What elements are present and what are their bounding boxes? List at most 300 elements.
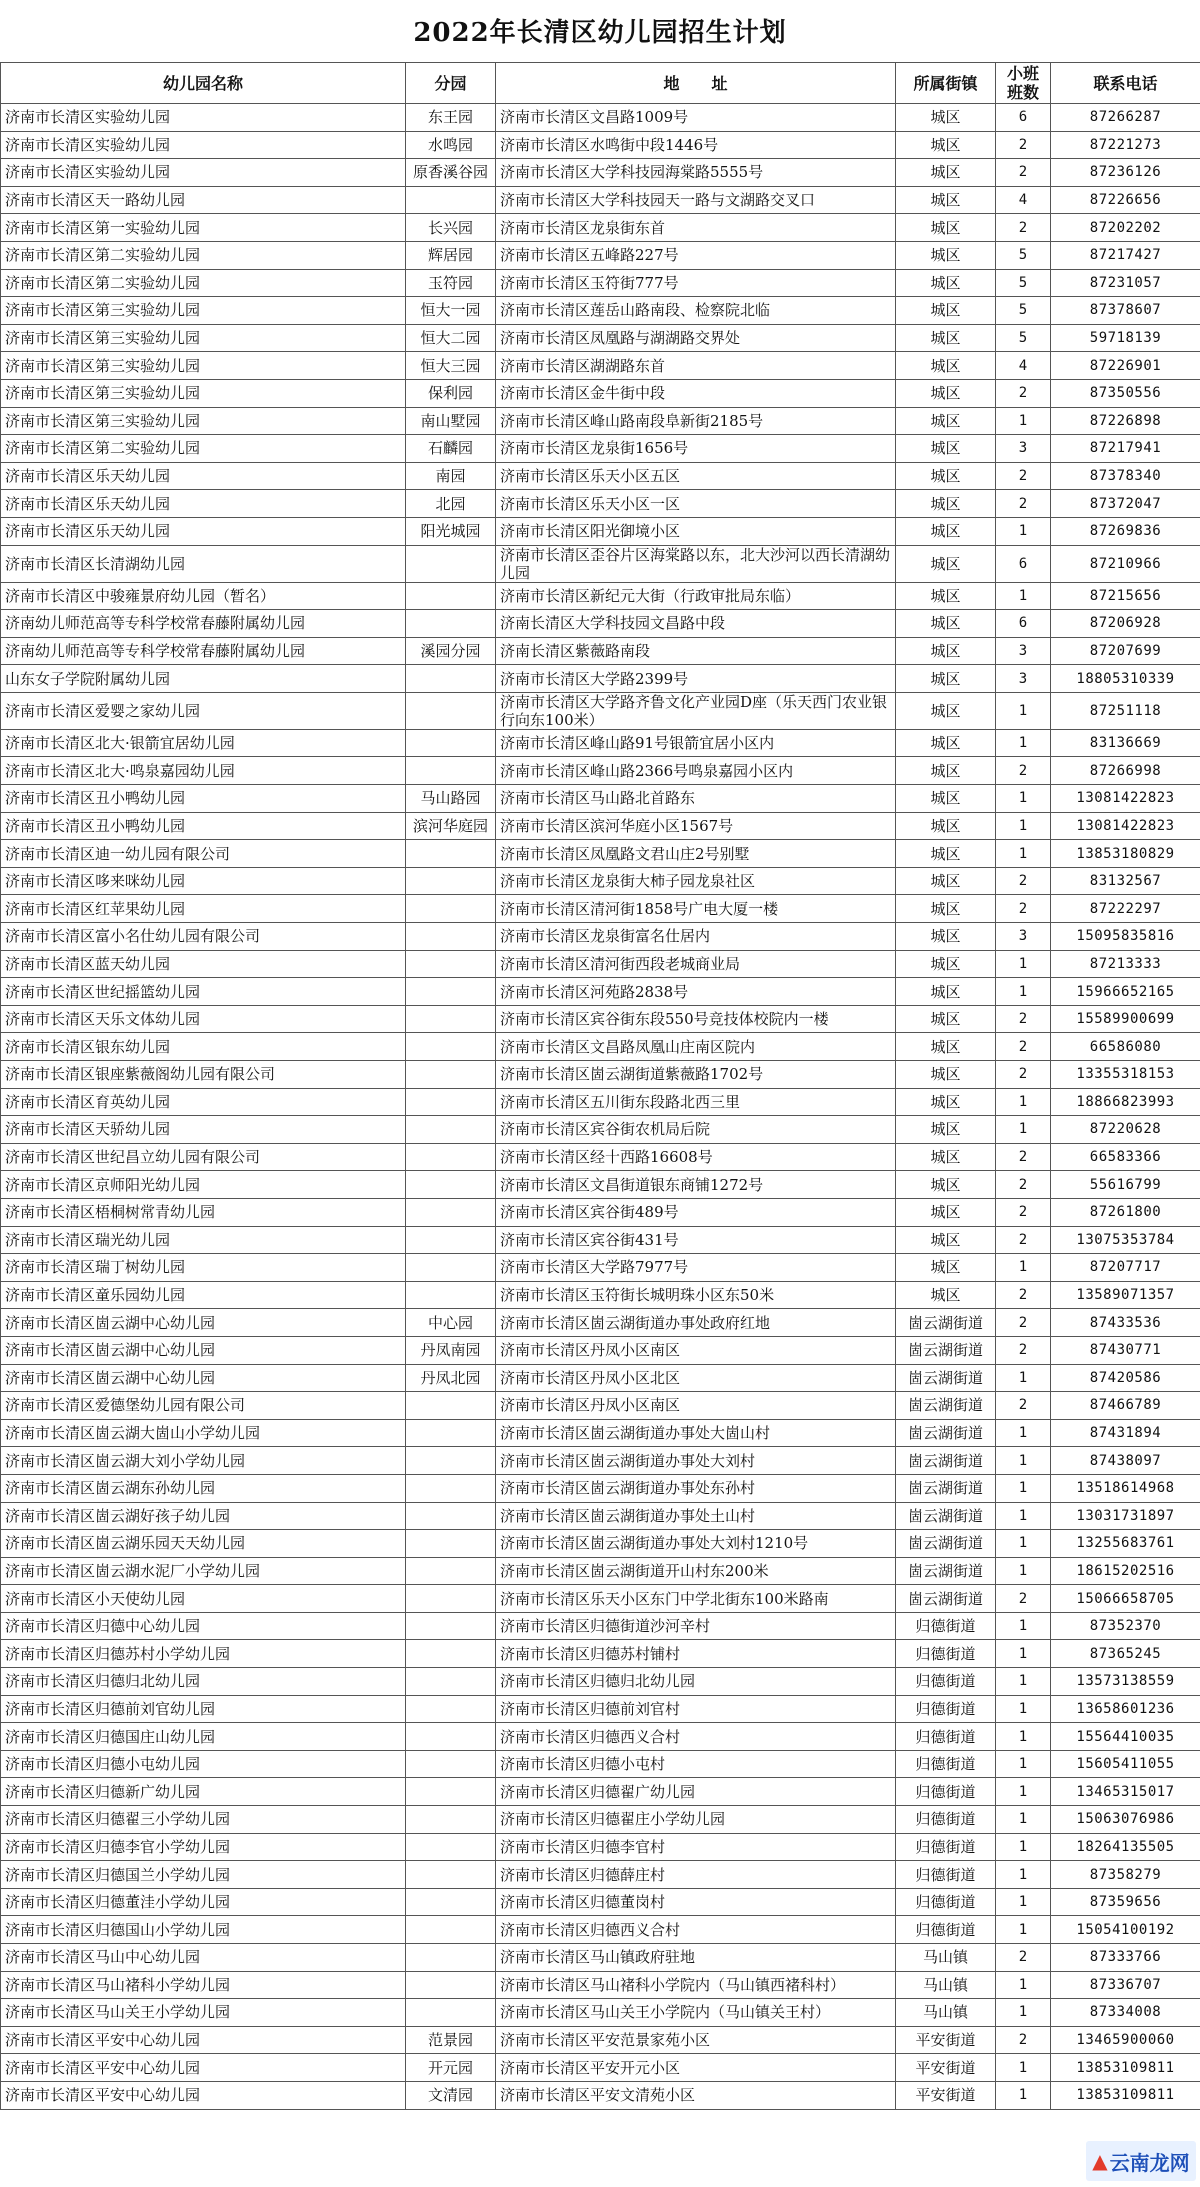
class-count-cell: 2 <box>996 1198 1051 1226</box>
phone-cell: 87213333 <box>1051 950 1200 978</box>
district-cell: 城区 <box>896 1033 996 1061</box>
branch-cell: 原香溪谷园 <box>406 159 496 187</box>
table-row <box>1 1612 1200 1640</box>
phone-cell: 15066658705 <box>1051 1585 1200 1613</box>
district-cell: 城区 <box>896 462 996 490</box>
phone-cell: 87365245 <box>1051 1640 1200 1668</box>
address-cell: 济南市长清区大学路2399号 <box>496 665 896 693</box>
table-row <box>1 867 1200 895</box>
kg-name-cell: 济南市长清区丑小鸭幼儿园 <box>1 812 406 840</box>
address-cell: 济南市长清区崮云湖街道办事处东孙村 <box>496 1474 896 1502</box>
class-count-cell: 1 <box>996 1530 1051 1558</box>
class-count-cell: 2 <box>996 867 1051 895</box>
address-cell: 济南市长清区文昌路凤凰山庄南区院内 <box>496 1033 896 1061</box>
kg-name-cell: 济南市长清区乐天幼儿园 <box>1 490 406 518</box>
class-count-cell: 1 <box>996 729 1051 757</box>
branch-cell: 恒大二园 <box>406 324 496 352</box>
branch-cell: 恒大一园 <box>406 297 496 325</box>
branch-cell <box>406 729 496 757</box>
address-cell: 济南市长清区崮云湖街道办事处大崮山村 <box>496 1419 896 1447</box>
table-row <box>1 692 1200 729</box>
district-cell: 城区 <box>896 407 996 435</box>
district-cell: 城区 <box>896 610 996 638</box>
district-cell: 归德街道 <box>896 1916 996 1944</box>
branch-cell: 范景园 <box>406 2026 496 2054</box>
phone-cell: 15054100192 <box>1051 1916 1200 1944</box>
table-row <box>1 435 1200 463</box>
phone-cell: 15966652165 <box>1051 978 1200 1006</box>
address-cell: 济南市长清区丹凤小区南区 <box>496 1392 896 1420</box>
branch-cell <box>406 665 496 693</box>
phone-cell: 87431894 <box>1051 1419 1200 1447</box>
address-cell: 济南市长清区五峰路227号 <box>496 241 896 269</box>
address-cell: 济南市长清区龙泉街1656号 <box>496 435 896 463</box>
branch-cell: 长兴园 <box>406 214 496 242</box>
table-row <box>1 1447 1200 1475</box>
address-cell: 济南市长清区文昌街道银东商铺1272号 <box>496 1171 896 1199</box>
branch-cell <box>406 1612 496 1640</box>
class-count-cell: 1 <box>996 1502 1051 1530</box>
address-cell: 济南长清区大学科技园文昌路中段 <box>496 610 896 638</box>
phone-cell: 87358279 <box>1051 1861 1200 1889</box>
table-row <box>1 729 1200 757</box>
phone-cell: 87372047 <box>1051 490 1200 518</box>
address-cell: 济南市长清区崮云湖街道办事处政府红地 <box>496 1309 896 1337</box>
address-cell: 济南市长清区崮云湖街道办事处土山村 <box>496 1502 896 1530</box>
district-cell: 城区 <box>896 269 996 297</box>
district-cell: 崮云湖街道 <box>896 1502 996 1530</box>
address-cell: 济南市长清区歪谷片区海棠路以东，北大沙河以西长清湖幼儿园 <box>496 545 896 582</box>
district-cell: 城区 <box>896 840 996 868</box>
phone-cell: 15564410035 <box>1051 1723 1200 1751</box>
phone-cell: 87333766 <box>1051 1944 1200 1972</box>
branch-cell <box>406 1778 496 1806</box>
kg-name-cell: 济南市长清区丑小鸭幼儿园 <box>1 785 406 813</box>
class-count-cell: 3 <box>996 923 1051 951</box>
table-row <box>1 665 1200 693</box>
class-count-cell: 3 <box>996 435 1051 463</box>
district-cell: 平安街道 <box>896 2081 996 2109</box>
phone-cell: 87352370 <box>1051 1612 1200 1640</box>
phone-cell: 83132567 <box>1051 867 1200 895</box>
district-cell: 城区 <box>896 352 996 380</box>
phone-cell: 87378607 <box>1051 297 1200 325</box>
kg-name-cell: 济南市长清区马山关王小学幼儿园 <box>1 1999 406 2027</box>
kg-name-cell: 济南市长清区天一路幼儿园 <box>1 186 406 214</box>
table-row <box>1 950 1200 978</box>
district-cell: 崮云湖街道 <box>896 1309 996 1337</box>
address-cell: 济南市长清区峰山路2366号鸣泉嘉园小区内 <box>496 757 896 785</box>
branch-cell: 阳光城园 <box>406 517 496 545</box>
district-cell: 城区 <box>896 435 996 463</box>
branch-cell <box>406 1557 496 1585</box>
header-phone: 联系电话 <box>1051 63 1200 104</box>
phone-cell: 87220628 <box>1051 1116 1200 1144</box>
branch-cell <box>406 1502 496 1530</box>
district-cell: 城区 <box>896 297 996 325</box>
kg-name-cell: 济南市长清区瑞丁树幼儿园 <box>1 1254 406 1282</box>
table-row <box>1 1861 1200 1889</box>
address-cell: 济南市长清区龙泉街大柿子园龙泉社区 <box>496 867 896 895</box>
district-cell: 城区 <box>896 490 996 518</box>
address-cell: 济南市长清区大学路7977号 <box>496 1254 896 1282</box>
address-cell: 济南市长清区峰山路南段阜新街2185号 <box>496 407 896 435</box>
table-row <box>1 1971 1200 1999</box>
kg-name-cell: 济南市长清区归德小屯幼儿园 <box>1 1750 406 1778</box>
kg-name-cell: 济南市长清区富小名仕幼儿园有限公司 <box>1 923 406 951</box>
phone-cell: 87466789 <box>1051 1392 1200 1420</box>
class-count-cell: 1 <box>996 1695 1051 1723</box>
phone-cell: 18264135505 <box>1051 1833 1200 1861</box>
branch-cell <box>406 923 496 951</box>
branch-cell <box>406 1861 496 1889</box>
kg-name-cell: 济南市长清区归德新广幼儿园 <box>1 1778 406 1806</box>
phone-cell: 87222297 <box>1051 895 1200 923</box>
branch-cell <box>406 1198 496 1226</box>
branch-cell <box>406 610 496 638</box>
district-cell: 崮云湖街道 <box>896 1585 996 1613</box>
branch-cell <box>406 1944 496 1972</box>
table-row <box>1 1088 1200 1116</box>
kg-name-cell: 济南市长清区第二实验幼儿园 <box>1 241 406 269</box>
class-count-cell: 2 <box>996 1281 1051 1309</box>
table-row <box>1 1695 1200 1723</box>
phone-cell: 15605411055 <box>1051 1750 1200 1778</box>
kg-name-cell: 济南市长清区银座紫薇阁幼儿园有限公司 <box>1 1061 406 1089</box>
district-cell: 崮云湖街道 <box>896 1364 996 1392</box>
address-cell: 济南市长清区宾谷街农机局后院 <box>496 1116 896 1144</box>
kg-name-cell: 济南市长清区第二实验幼儿园 <box>1 435 406 463</box>
table-row <box>1 1198 1200 1226</box>
district-cell: 马山镇 <box>896 1944 996 1972</box>
class-count-cell: 1 <box>996 1088 1051 1116</box>
district-cell: 城区 <box>896 785 996 813</box>
phone-cell: 87217427 <box>1051 241 1200 269</box>
table-row <box>1 1778 1200 1806</box>
kg-name-cell: 济南市长清区小天使幼儿园 <box>1 1585 406 1613</box>
table-row <box>1 214 1200 242</box>
kg-name-cell: 济南市长清区乐天幼儿园 <box>1 462 406 490</box>
branch-cell <box>406 1916 496 1944</box>
table-row <box>1 1502 1200 1530</box>
class-count-cell: 2 <box>996 462 1051 490</box>
kg-name-cell: 济南市长清区第三实验幼儿园 <box>1 352 406 380</box>
phone-cell: 87226898 <box>1051 407 1200 435</box>
table-row <box>1 1364 1200 1392</box>
branch-cell <box>406 757 496 785</box>
table-header-row <box>1 63 1200 104</box>
phone-cell: 66583366 <box>1051 1143 1200 1171</box>
class-count-cell: 6 <box>996 545 1051 582</box>
address-cell: 济南市长清区凤凰路文君山庄2号别墅 <box>496 840 896 868</box>
phone-cell: 87231057 <box>1051 269 1200 297</box>
address-cell: 济南市长清区归德李官村 <box>496 1833 896 1861</box>
kg-name-cell: 济南市长清区世纪摇篮幼儿园 <box>1 978 406 1006</box>
district-cell: 崮云湖街道 <box>896 1530 996 1558</box>
table-row <box>1 978 1200 1006</box>
table-row <box>1 159 1200 187</box>
header-district: 所属街镇 <box>896 63 996 104</box>
phone-cell: 87206928 <box>1051 610 1200 638</box>
kg-name-cell: 济南市长清区第一实验幼儿园 <box>1 214 406 242</box>
table-row <box>1 186 1200 214</box>
table-row <box>1 1916 1200 1944</box>
kg-name-cell: 济南市长清区归德国山小学幼儿园 <box>1 1916 406 1944</box>
branch-cell <box>406 978 496 1006</box>
branch-cell: 东王园 <box>406 104 496 132</box>
kg-name-cell: 山东女子学院附属幼儿园 <box>1 665 406 693</box>
watermark-text: 云南龙网 <box>1109 2150 1190 2175</box>
address-cell: 济南市长清区马山镇政府驻地 <box>496 1944 896 1972</box>
branch-cell: 北园 <box>406 490 496 518</box>
kg-name-cell: 济南市长清区童乐园幼儿园 <box>1 1281 406 1309</box>
kg-name-cell: 济南市长清区京师阳光幼儿园 <box>1 1171 406 1199</box>
branch-cell: 马山路园 <box>406 785 496 813</box>
address-cell: 济南市长清区水鸣街中段1446号 <box>496 131 896 159</box>
branch-cell <box>406 1530 496 1558</box>
district-cell: 归德街道 <box>896 1640 996 1668</box>
phone-cell: 87420586 <box>1051 1364 1200 1392</box>
branch-cell <box>406 1971 496 1999</box>
address-cell: 济南市长清区归德小屯村 <box>496 1750 896 1778</box>
branch-cell <box>406 895 496 923</box>
district-cell: 马山镇 <box>896 1999 996 2027</box>
table-row <box>1 1530 1200 1558</box>
district-cell: 城区 <box>896 923 996 951</box>
phone-cell: 87438097 <box>1051 1447 1200 1475</box>
kg-name-cell: 济南市长清区天乐文体幼儿园 <box>1 1005 406 1033</box>
table-row <box>1 582 1200 610</box>
district-cell: 平安街道 <box>896 2026 996 2054</box>
table-row <box>1 1640 1200 1668</box>
kg-name-cell: 济南市长清区崮云湖中心幼儿园 <box>1 1309 406 1337</box>
class-count-cell: 1 <box>996 1916 1051 1944</box>
class-count-cell: 1 <box>996 1971 1051 1999</box>
branch-cell <box>406 867 496 895</box>
branch-cell: 水鸣园 <box>406 131 496 159</box>
address-cell: 济南市长清区玉符街长城明珠小区东50米 <box>496 1281 896 1309</box>
kg-name-cell: 济南市长清区平安中心幼儿园 <box>1 2081 406 2109</box>
phone-cell: 13518614968 <box>1051 1474 1200 1502</box>
branch-cell <box>406 1005 496 1033</box>
district-cell: 城区 <box>896 665 996 693</box>
kg-name-cell: 济南幼儿师范高等专科学校常春藤附属幼儿园 <box>1 610 406 638</box>
kg-name-cell: 济南市长清区崮云湖东孙幼儿园 <box>1 1474 406 1502</box>
table-row <box>1 269 1200 297</box>
table-row <box>1 2081 1200 2109</box>
address-cell: 济南市长清区清河街西段老城商业局 <box>496 950 896 978</box>
branch-cell: 石麟园 <box>406 435 496 463</box>
table-row <box>1 407 1200 435</box>
district-cell: 城区 <box>896 692 996 729</box>
district-cell: 城区 <box>896 104 996 132</box>
district-cell: 马山镇 <box>896 1971 996 1999</box>
table-row <box>1 1392 1200 1420</box>
branch-cell <box>406 1999 496 2027</box>
class-count-cell: 2 <box>996 1061 1051 1089</box>
address-cell: 济南市长清区崮云湖街道办事处大刘村1210号 <box>496 1530 896 1558</box>
district-cell: 城区 <box>896 637 996 665</box>
table-row <box>1 352 1200 380</box>
kg-name-cell: 济南市长清区蓝天幼儿园 <box>1 950 406 978</box>
address-cell: 济南市长清区峰山路91号银箭宜居小区内 <box>496 729 896 757</box>
branch-cell: 恒大三园 <box>406 352 496 380</box>
district-cell: 城区 <box>896 241 996 269</box>
address-cell: 济南市长清区宾谷街489号 <box>496 1198 896 1226</box>
phone-cell: 87202202 <box>1051 214 1200 242</box>
class-count-cell: 1 <box>996 978 1051 1006</box>
address-cell: 济南市长清区归德翟广幼儿园 <box>496 1778 896 1806</box>
kg-name-cell: 济南市长清区第三实验幼儿园 <box>1 379 406 407</box>
table-row <box>1 1281 1200 1309</box>
enrollment-table <box>0 62 1200 2110</box>
kg-name-cell: 济南市长清区长清湖幼儿园 <box>1 545 406 582</box>
branch-cell <box>406 1254 496 1282</box>
address-cell: 济南市长清区清河街1858号广电大厦一楼 <box>496 895 896 923</box>
class-count-cell: 1 <box>996 2081 1051 2109</box>
phone-cell: 13081422823 <box>1051 785 1200 813</box>
kg-name-cell: 济南市长清区崮云湖中心幼儿园 <box>1 1336 406 1364</box>
district-cell: 归德街道 <box>896 1668 996 1696</box>
kg-name-cell: 济南市长清区北大·鸣泉嘉园幼儿园 <box>1 757 406 785</box>
class-count-cell: 2 <box>996 1944 1051 1972</box>
table-row <box>1 923 1200 951</box>
class-count-cell: 1 <box>996 840 1051 868</box>
phone-cell: 87266998 <box>1051 757 1200 785</box>
kg-name-cell: 济南幼儿师范高等专科学校常春藤附属幼儿园 <box>1 637 406 665</box>
class-count-cell: 2 <box>996 131 1051 159</box>
district-cell: 城区 <box>896 1226 996 1254</box>
address-cell: 济南市长清区大学科技园天一路与文湖路交叉口 <box>496 186 896 214</box>
district-cell: 城区 <box>896 867 996 895</box>
phone-cell: 87207699 <box>1051 637 1200 665</box>
district-cell: 城区 <box>896 1171 996 1199</box>
kg-name-cell: 济南市长清区世纪昌立幼儿园有限公司 <box>1 1143 406 1171</box>
class-count-cell: 1 <box>996 692 1051 729</box>
address-cell: 济南市长清区玉符街777号 <box>496 269 896 297</box>
class-count-cell: 2 <box>996 1143 1051 1171</box>
kg-name-cell: 济南市长清区爱婴之家幼儿园 <box>1 692 406 729</box>
branch-cell <box>406 1640 496 1668</box>
class-count-cell: 5 <box>996 297 1051 325</box>
address-cell: 济南市长清区平安文清苑小区 <box>496 2081 896 2109</box>
phone-cell: 18615202516 <box>1051 1557 1200 1585</box>
class-count-cell: 2 <box>996 1585 1051 1613</box>
table-row <box>1 757 1200 785</box>
class-count-cell: 1 <box>996 812 1051 840</box>
district-cell: 城区 <box>896 1281 996 1309</box>
branch-cell: 中心园 <box>406 1309 496 1337</box>
phone-cell: 15063076986 <box>1051 1806 1200 1834</box>
phone-cell: 87269836 <box>1051 517 1200 545</box>
table-row <box>1 324 1200 352</box>
address-cell: 济南市长清区乐天小区一区 <box>496 490 896 518</box>
address-cell: 济南市长清区归德归北幼儿园 <box>496 1668 896 1696</box>
table-row <box>1 490 1200 518</box>
table-row <box>1 1585 1200 1613</box>
address-cell: 济南市长清区归德西义合村 <box>496 1723 896 1751</box>
district-cell: 城区 <box>896 517 996 545</box>
page-title: 2022年长清区幼儿园招生计划 <box>413 18 787 48</box>
class-count-cell: 2 <box>996 214 1051 242</box>
class-count-cell: 2 <box>996 1005 1051 1033</box>
table-row <box>1 1171 1200 1199</box>
district-cell: 城区 <box>896 131 996 159</box>
address-cell: 济南市长清区宾谷街东段550号竞技体校院内一楼 <box>496 1005 896 1033</box>
phone-cell: 13465315017 <box>1051 1778 1200 1806</box>
district-cell: 城区 <box>896 379 996 407</box>
address-cell: 济南长清区紫薇路南段 <box>496 637 896 665</box>
phone-cell: 87236126 <box>1051 159 1200 187</box>
district-cell: 归德街道 <box>896 1778 996 1806</box>
branch-cell <box>406 1171 496 1199</box>
phone-cell: 87378340 <box>1051 462 1200 490</box>
address-cell: 济南市长清区龙泉街富名仕居内 <box>496 923 896 951</box>
district-cell: 城区 <box>896 1116 996 1144</box>
class-count-cell: 1 <box>996 1364 1051 1392</box>
class-count-cell: 1 <box>996 582 1051 610</box>
phone-cell: 87266287 <box>1051 104 1200 132</box>
branch-cell: 南园 <box>406 462 496 490</box>
branch-cell: 溪园分园 <box>406 637 496 665</box>
phone-cell: 13853180829 <box>1051 840 1200 868</box>
district-cell: 城区 <box>896 729 996 757</box>
branch-cell: 保利园 <box>406 379 496 407</box>
branch-cell <box>406 582 496 610</box>
district-cell: 城区 <box>896 1198 996 1226</box>
phone-cell: 87217941 <box>1051 435 1200 463</box>
kg-name-cell: 济南市长清区马山褚科小学幼儿园 <box>1 1971 406 1999</box>
phone-cell: 87359656 <box>1051 1888 1200 1916</box>
phone-cell: 87334008 <box>1051 1999 1200 2027</box>
district-cell: 城区 <box>896 978 996 1006</box>
district-cell: 城区 <box>896 214 996 242</box>
phone-cell: 87433536 <box>1051 1309 1200 1337</box>
branch-cell: 开元园 <box>406 2054 496 2082</box>
class-count-cell: 1 <box>996 1254 1051 1282</box>
district-cell: 城区 <box>896 324 996 352</box>
kg-name-cell: 济南市长清区归德苏村小学幼儿园 <box>1 1640 406 1668</box>
phone-cell: 87251118 <box>1051 692 1200 729</box>
class-count-cell: 1 <box>996 1778 1051 1806</box>
phone-cell: 87430771 <box>1051 1336 1200 1364</box>
kg-name-cell: 济南市长清区平安中心幼儿园 <box>1 2054 406 2082</box>
phone-cell: 59718139 <box>1051 324 1200 352</box>
branch-cell: 玉符园 <box>406 269 496 297</box>
branch-cell <box>406 1033 496 1061</box>
class-count-cell: 4 <box>996 186 1051 214</box>
branch-cell <box>406 1888 496 1916</box>
address-cell: 济南市长清区滨河华庭小区1567号 <box>496 812 896 840</box>
table-row <box>1 1254 1200 1282</box>
phone-cell: 18866823993 <box>1051 1088 1200 1116</box>
phone-cell: 13853109811 <box>1051 2081 1200 2109</box>
kg-name-cell: 济南市长清区第三实验幼儿园 <box>1 407 406 435</box>
phone-cell: 13355318153 <box>1051 1061 1200 1089</box>
branch-cell <box>406 545 496 582</box>
address-cell: 济南市长清区文昌路1009号 <box>496 104 896 132</box>
kg-name-cell: 济南市长清区第二实验幼儿园 <box>1 269 406 297</box>
kg-name-cell: 济南市长清区迪一幼儿园有限公司 <box>1 840 406 868</box>
branch-cell <box>406 1723 496 1751</box>
table-row <box>1 1116 1200 1144</box>
district-cell: 崮云湖街道 <box>896 1447 996 1475</box>
phone-cell: 13465900060 <box>1051 2026 1200 2054</box>
branch-cell <box>406 1226 496 1254</box>
kg-name-cell: 济南市长清区实验幼儿园 <box>1 159 406 187</box>
district-cell: 城区 <box>896 757 996 785</box>
kg-name-cell: 济南市长清区北大·银箭宜居幼儿园 <box>1 729 406 757</box>
